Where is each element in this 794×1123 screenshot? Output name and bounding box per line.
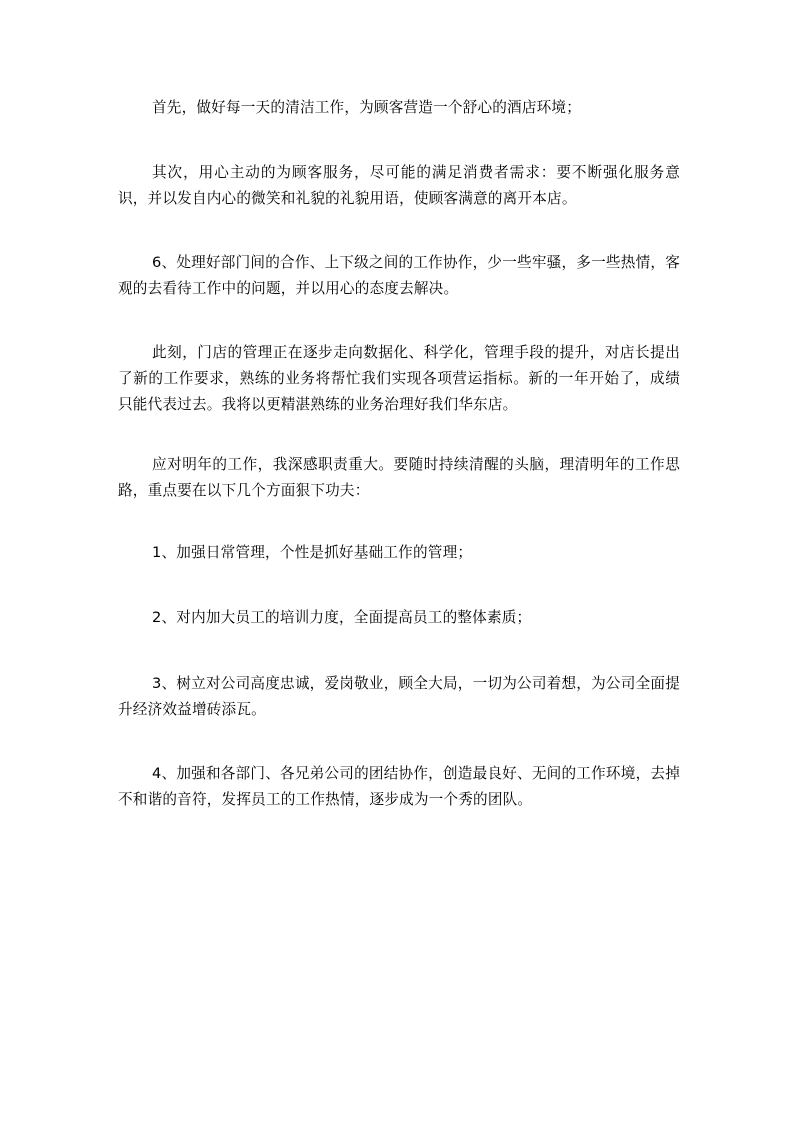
paragraph-point-3: 3、树立对公司高度忠诚，爱岗敬业，顾全大局，一切为公司着想，为公司全面提升经济效益增砖添瓦。 (118, 675, 680, 718)
paragraph-service: 其次，用心主动的为顾客服务，尽可能的满足消费者需求：要不断强化服务意识，并以发自内心的微笑和礼貌的礼貌用语，使顾客满意的离开本店。 (118, 164, 680, 207)
paragraph-management: 此刻，门店的管理正在逐步走向数据化、科学化，管理手段的提升，对店长提出了新的工作要求，熟练的业务将帮忙我们实现各项营运指标。新的一年开始了，成绩只能代表过去。我将以更精湛熟练的业务治理好我们华东店。 (118, 344, 680, 413)
paragraph-point-4: 4、加强和各部门、各兄弟公司的团结协作，创造最良好、无间的工作环境，去掉不和谐的音符，发挥员工的工作热情，逐步成为一个秀的团队。 (118, 765, 680, 808)
paragraph-next-year: 应对明年的工作，我深感职责重大。要随时持续清醒的头脑，理清明年的工作思路，重点要在以下几个方面狠下功夫： (118, 456, 680, 499)
paragraph-cooperation: 6、处理好部门间的合作、上下级之间的工作协作，少一些牢骚，多一些热情，客观的去看待工作中的问题，并以用心的态度去解决。 (118, 254, 680, 297)
paragraph-point-1: 1、加强日常管理，个性是抓好基础工作的管理； (152, 544, 473, 561)
paragraph-cleaning: 首先，做好每一天的清洁工作，为顾客营造一个舒心的酒店环境； (152, 99, 582, 116)
paragraph-point-2: 2、对内加大员工的培训力度，全面提高员工的整体素质； (152, 609, 532, 626)
